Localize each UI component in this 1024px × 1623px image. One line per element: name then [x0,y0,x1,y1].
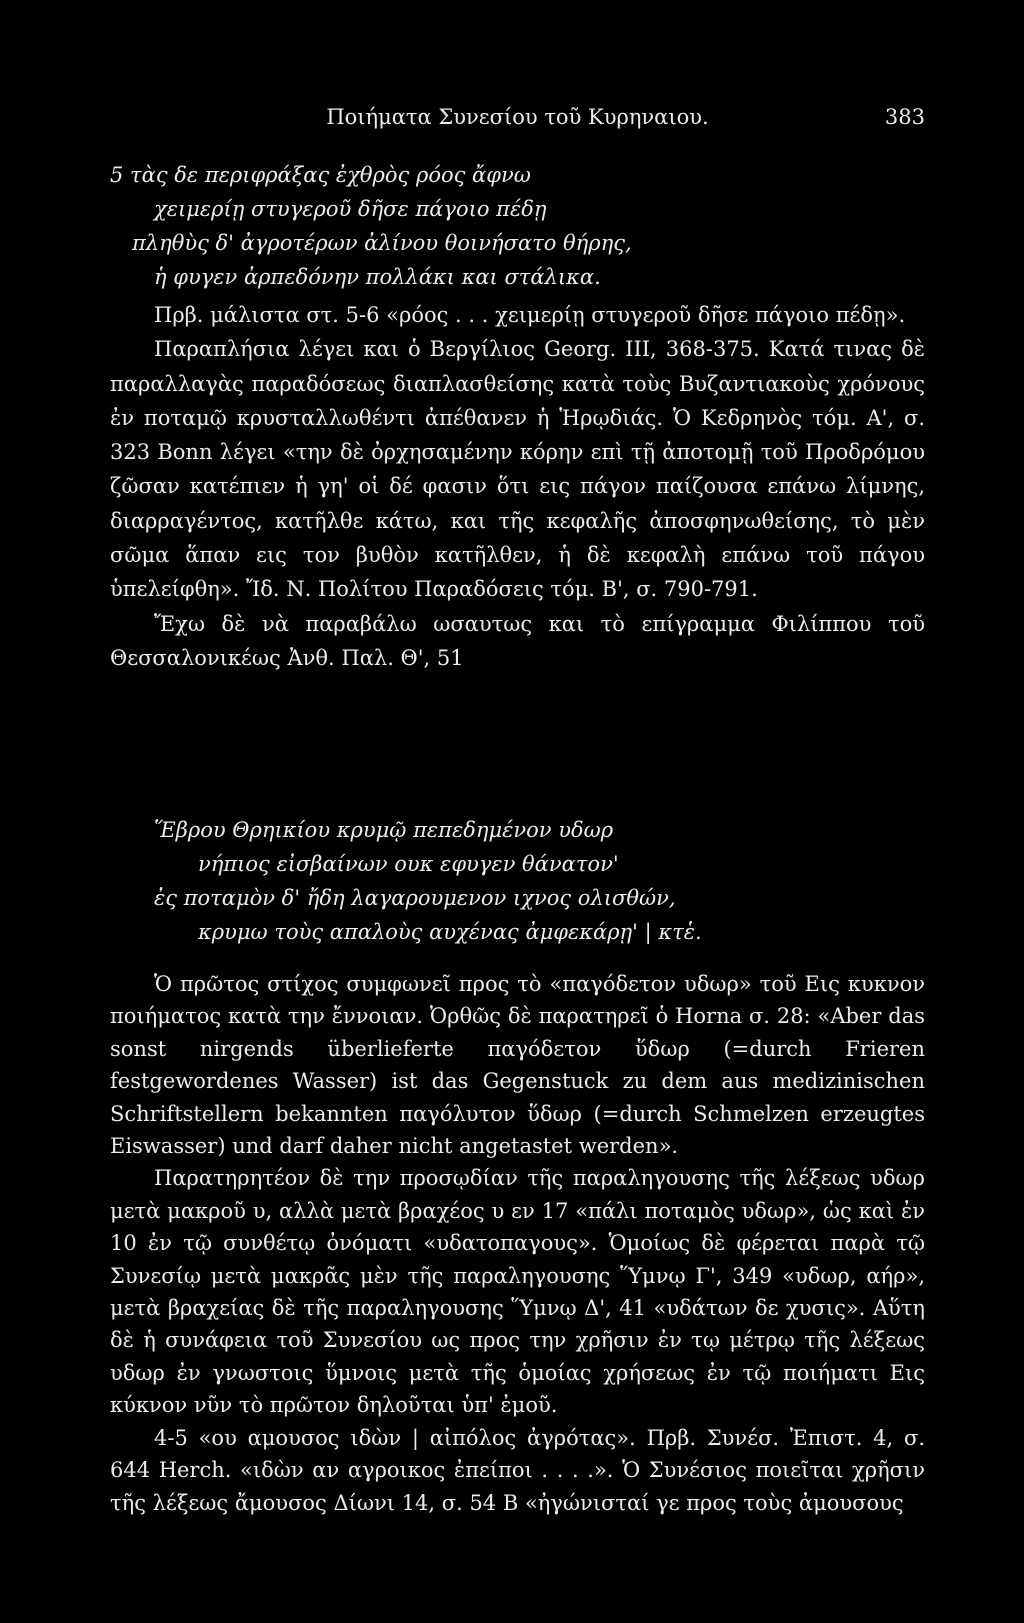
paragraph: Πρβ. μάλιστα στ. 5-6 «ρόος . . . χειμερίῃ στυγεροῦ δῆσε πάγοιο πέδῃ». [154,303,906,327]
verse-line: ἐς ποταμὸν δ' ἤδη λαγαρουμενον ιχνος ολισθών, [154,886,676,910]
verse-line: χειμερίῃ στυγεροῦ δῆσε πάγοιο πέδῃ [154,197,547,221]
paragraph: Ἔχω δὲ νὰ παραβάλω ωσαυτως και τὸ επίγραμμα Φιλίππου τοῦ Θεσσαλονικέως Ἀνθ. Παλ. Θ', 51 [110,611,925,670]
poem-excerpt [110,158,925,294]
verse-line: Ἕβρου Θρηικίου κρυμῷ πεπεδημένον υδωρ [154,818,614,842]
epigram-quote [110,813,925,949]
verse-line: κρυμω τοὺς απαλοὺς αυχένας ἀμφεκάρῃ' | κτἑ. [198,920,702,944]
paragraph: 4-5 «ου αμουσος ιδὼν | αἰπόλος ἀγρότας». Πρβ. Συνέσ. Ἐπιστ. 4, σ. 644 Herch. «ιδὼν αν αγροικος ἐπείποι . . . .». Ὁ Συνέσιος ποιεῖται χρῆσιν τῆς λέξεως ἄμουσος Δίωνι 14, σ. 54 Β «ἠγώνισταί γε προς τοὺς ἀμουσους [110,1425,925,1515]
verse-line: 5 τὰς δε περιφράξας ἐχθρὸς ρόος ἄφνω [110,163,531,187]
paragraph: Παρατηρητέον δὲ την προσῳδίαν τῆς παραληγουσης τῆς λέξεως υδωρ μετὰ μακροῦ υ, αλλὰ μετὰ βραχέος υ εν 17 «πάλι ποταμὸς υδωρ», ὡς καὶ ἐν 10 ἐν τῷ συνθέτῳ ὀνόματι «υδατοπαγους». Ὁμοίως δὲ φέρεται παρὰ τῷ Συνεσίῳ μετὰ μακρᾶς μὲν τῆς παραληγουσης Ὕμνῳ Γ', 349 «υδωρ, αήρ», μετὰ βραχείας δὲ τῆς παραληγουσης Ὕμνῳ Δ', 41 «υδάτων δε χυσις». Αὕτη δὲ ἡ συνάφεια τοῦ Συνεσίου ως προς την χρῆσιν ἐν τῳ μέτρῳ τῆς λέξεως υδωρ ἐν γνωστοις ὕμνοις μετὰ τῆς ὁμοίας χρήσεως ἐν τῷ ποιήματι Εις κύκνον νῦν τὸ πρῶτον δηλοῦται ὑπ' ἐμοῦ. [110,1166,925,1418]
verse-line: πληθὺς δ' ἀγροτέρων ἀλίνου θοινήσατο θήρης, [132,231,632,255]
verse-line: ἡ φυγεν ἀρπεδόνην πολλάκι και στάλικα. [154,265,601,289]
commentary-block-2 [110,968,925,1519]
paragraph: Παραπλήσια λέγει και ὁ Βεργίλιος Georg. III, 368-375. Κατά τινας δὲ παραλλαγὰς παραδόσεως διαπλασθείσης κατὰ τοὺς Βυζαντιακοὺς χρόνους ἐν ποταμῷ κρυσταλλωθέντι ἀπέθανεν ἡ Ἡρῳδιάς. Ὁ Κεδρηνὸς τόμ. Α', σ. 323 Bonn λέγει «την δὲ ὀρχησαμένην κόρην επὶ τῇ ἀποτομῇ τοῦ Προδρόμου ζῶσαν κατέπιεν ἡ γη' οἱ δέ φασιν ὅτι εις πάγον παίζουσα επάνω λίμνης, διαρραγέντος, κατῆλθε κάτω, και τῆς κεφαλῆς ἀποσφηνωθείσης, τὸ μὲν σῶμα ἅπαν εις τον βυθὸν κατῆλθεν, ἡ δὲ κεφαλὴ επάνω τοῦ πάγου ὑπελείφθη». Ἴδ. Ν. Πολίτου Παραδόσεις τόμ. Β', σ. 790-791. [110,337,925,602]
paragraph: Ὁ πρῶτος στίχος συμφωνεῖ προς τὸ «παγόδετον υδωρ» τοῦ Εις κυκνον ποιήματος κατὰ την ἔννοιαν. Ὀρθῶς δὲ παρατηρεῖ ὁ Horna σ. 28: «Aber das sonst nirgends überlieferte παγόδετον ὕδωρ (=durch Frieren festgewordenes Wasser) ist das Gegenstuck zu dem aus medizinischen Schriftstellern bekannten παγόλυτον ὕδωρ (=durch Schmelzen erzeugtes Eiswasser) und darf daher nicht angetastet werden». [110,972,925,1159]
page-number: 383 [884,105,925,129]
verse-line: νήπιος εἰσβαίνων ουκ εφυγεν θάνατον' [198,852,619,876]
running-title: Ποιήματα Συνεσίου τοῦ Κυρηναιου. [326,105,709,129]
running-header [110,101,925,133]
commentary-block [110,298,925,675]
